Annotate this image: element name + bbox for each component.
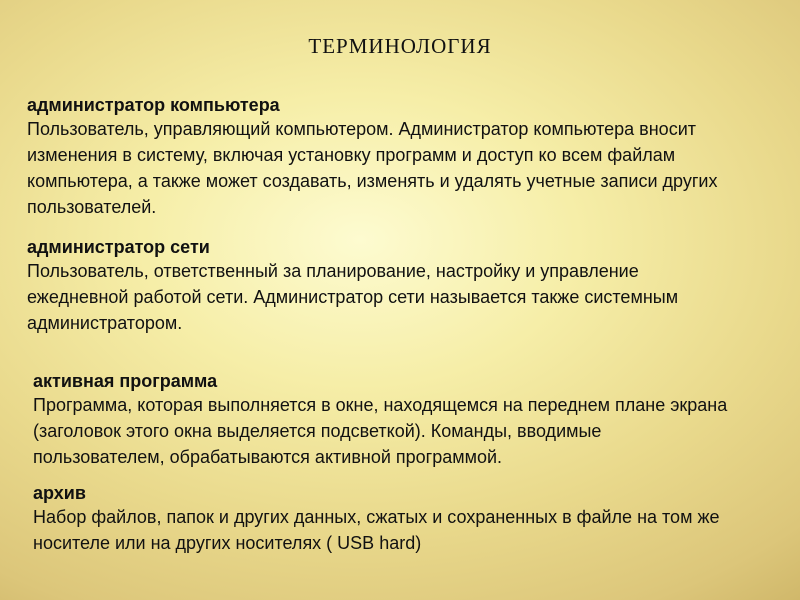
term-definition: Программа, которая выполняется в окне, находящемся на переднем плане экрана (заголовок этого окна выделяется подсветкой). Команды, вводимые пользователем, обрабатываются активной программой. xyxy=(33,395,728,467)
term-name: администратор сети xyxy=(27,237,210,257)
slide-title: ТЕРМИНОЛОГИЯ xyxy=(308,34,492,58)
term-name: администратор компьютера xyxy=(27,95,280,115)
term-definition: Набор файлов, папок и других данных, сжатых и сохраненных в файле на том же носителе или на других носителях ( USB hard) xyxy=(33,507,720,553)
term-name: архив xyxy=(33,483,86,503)
term-network-administrator xyxy=(27,236,742,336)
term-computer-administrator xyxy=(27,94,742,220)
term-name: активная программа xyxy=(33,371,218,391)
term-active-program xyxy=(33,370,738,470)
term-definition: Пользователь, управляющий компьютером. Администратор компьютера вносит изменения в систему, включая установку программ и доступ ко всем файлам компьютера, а также может создавать, изменять и удалять учетные записи других пользователей. xyxy=(27,119,718,217)
term-archive xyxy=(33,482,738,556)
term-definition: Пользователь, ответственный за планирование, настройку и управление ежедневной работой сети. Администратор сети называется также системным администратором. xyxy=(27,261,679,333)
